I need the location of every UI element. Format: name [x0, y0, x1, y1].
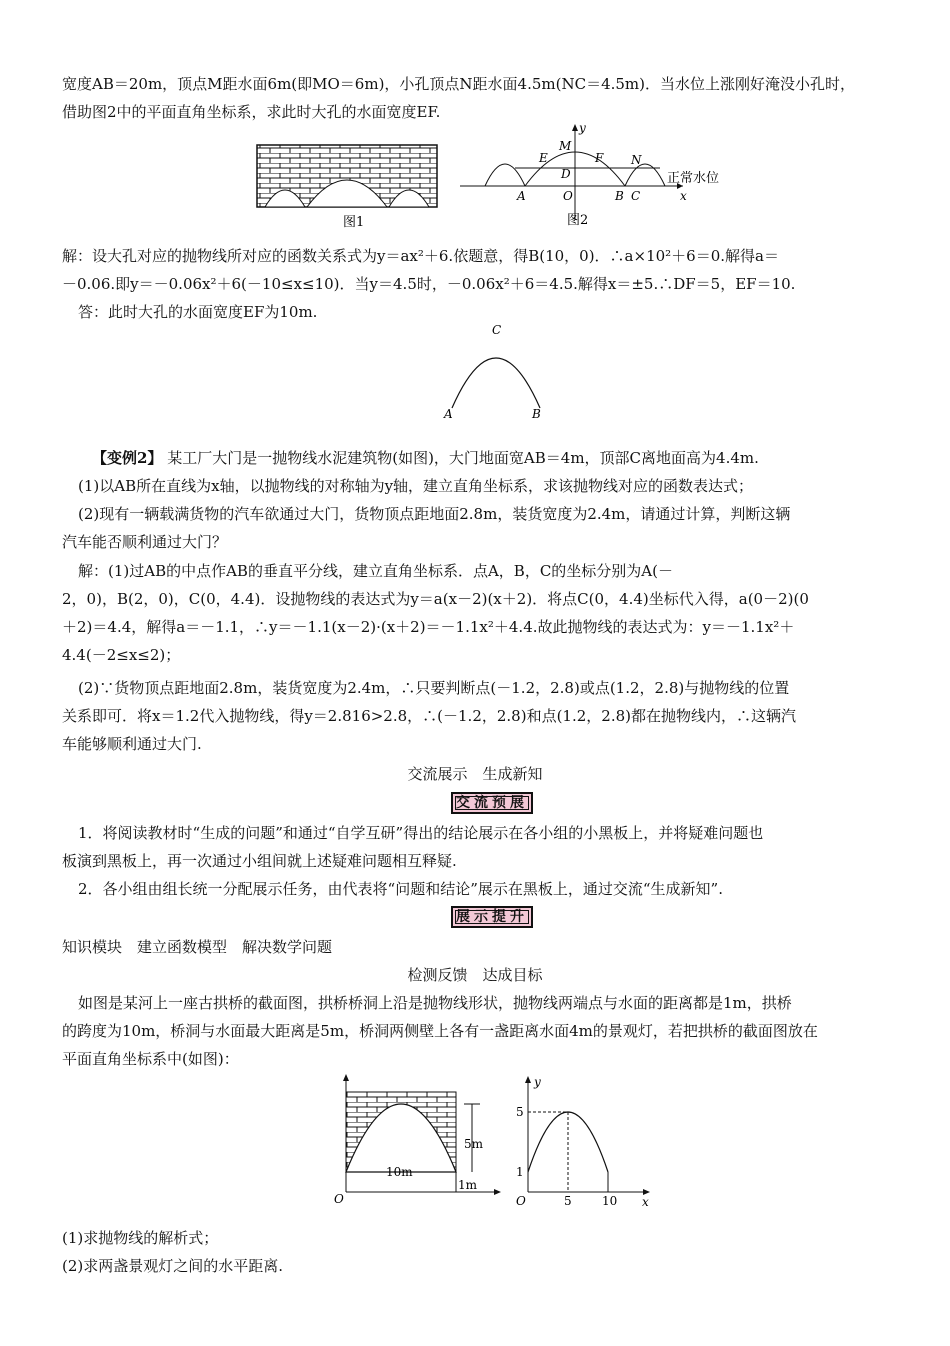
variant2-s1a: 解：(1)过AB的中点作AB的垂直平分线，建立直角坐标系．点A，B，C的坐标分别为A(－: [78, 562, 673, 580]
bridge-label-O: O: [334, 1192, 344, 1204]
problem-intro-line1: 宽度AB＝20m，顶点M距水面6m(即MO＝6m)，小孔顶点N距水面4.5m(NC＝4.5m)．当水位上涨刚好淹没小孔时，: [62, 75, 856, 93]
gate-label-B: B: [532, 407, 541, 421]
final-problem-line3: 平面直角坐标系中(如图)：: [62, 1050, 239, 1068]
figure-2-coordinate-bridge: [455, 120, 755, 232]
exchange-item1b: 板演到黑板上，再一次通过小组间就上述疑难问题相互释疑.: [62, 852, 457, 870]
final-problem-line2: 的跨度为10m，桥洞与水面最大距离是5m，桥洞两侧壁上各有一盏距离水面4m的景观灯，若把拱桥的截面图放在: [62, 1022, 818, 1040]
gate-figure: [436, 322, 556, 422]
fig1-caption: 图1: [343, 215, 365, 230]
fig2-label-water: 正常水位: [667, 171, 720, 186]
solution1-answer: 答：此时大孔的水面宽度EF为10m.: [78, 303, 318, 321]
variant2-s2c: 车能够顺利通过大门.: [62, 735, 202, 753]
coord-tick-y5: 5: [516, 1105, 524, 1119]
coord-tick-y1: 1: [516, 1165, 524, 1179]
variant2-q1: (1)以AB所在直线为x轴，以抛物线的对称轴为y轴，建立直角坐标系，求该抛物线对应的函数表达式；: [78, 477, 754, 495]
bridge-label-span: 10m: [386, 1165, 413, 1179]
banner-exchange-preview: [451, 792, 533, 814]
fig2-label-F: F: [595, 151, 604, 165]
problem-intro-line2: 借助图2中的平面直角坐标系，求此时大孔的水面宽度EF.: [62, 103, 441, 121]
banner-display-improve-label: 展示提升: [456, 909, 528, 925]
bridge-label-height: 5m: [464, 1137, 484, 1151]
exchange-item2: 2．各小组由组长统一分配展示任务，由代表将“问题和结论”展示在黑板上，通过交流“生成新知”.: [78, 880, 723, 898]
exchange-check: 检测反馈 达成目标: [407, 966, 543, 984]
exchange-item1a: 1．将阅读教材时“生成的问题”和通过“自学互研”得出的结论展示在各小组的小黑板上，并将疑难问题也: [78, 824, 764, 842]
banner-display-improve: [451, 906, 533, 928]
gate-label-C: C: [492, 323, 502, 337]
final-problem-q1: (1)求抛物线的解析式；: [62, 1229, 219, 1247]
fig2-label-y: y: [579, 121, 586, 135]
figure-1-bridge: [255, 143, 445, 233]
final-problem-line1: 如图是某河上一座古拱桥的截面图，拱桥桥洞上沿是抛物线形状，抛物线两端点与水面的距离都是1m，拱桥: [78, 994, 792, 1012]
coord-label-O: O: [516, 1194, 526, 1206]
coord-label-y: y: [534, 1075, 541, 1089]
gate-label-A: A: [444, 407, 453, 421]
fig2-label-x: x: [680, 189, 687, 203]
fig2-caption: 图2: [567, 213, 589, 228]
variant2-line1: 某工厂大门是一抛物线水泥建筑物(如图)，大门地面宽AB＝4m，顶部C离地面高为4.4m.: [167, 449, 759, 467]
variant2-s2a: (2)∵货物顶点距地面2.8m，装货宽度为2.4m，∴只要判断点(－1.2，2.8)或点(1.2，2.8)与抛物线的位置: [78, 679, 790, 697]
exchange-heading: 交流展示 生成新知: [407, 765, 543, 783]
final-problem-q2: (2)求两盏景观灯之间的水平距离.: [62, 1257, 284, 1275]
fig2-label-N: N: [631, 153, 642, 167]
coord-label-x: x: [642, 1195, 649, 1206]
solution1-line2: －0.06.即y＝－0.06x²＋6(－10≤x≤10)．当y＝4.5时，－0.06x²＋6＝4.5.解得x＝±5.∴DF＝5，EF＝10.: [62, 275, 796, 293]
variant2-q2a: (2)现有一辆载满货物的汽车欲通过大门，货物顶点距地面2.8m，装货宽度为2.4m，请通过计算，判断这辆: [78, 505, 791, 523]
fig2-label-O: O: [563, 189, 573, 203]
variant2-title-line: [92, 448, 920, 468]
fig2-label-A: A: [517, 189, 526, 203]
variant2-s1d: 4.4(－2≤x≤2)；: [62, 646, 181, 664]
fig2-label-B: B: [615, 189, 624, 203]
banner-exchange-preview-label: 交流预展: [456, 795, 528, 811]
fig2-label-C: C: [631, 189, 641, 203]
fig2-label-D: D: [561, 167, 571, 181]
figure-arch-bridge-dimensions: [322, 1072, 502, 1204]
solution1-line1: 解：设大孔对应的抛物线所对应的函数关系式为y＝ax²＋6.依题意，得B(10，0)．∴a×10²＋6＝0.解得a＝: [62, 247, 779, 265]
coord-tick-x5: 5: [564, 1194, 572, 1206]
variant2-title: 【变例2】: [92, 449, 163, 467]
figure-coordinate-parabola: [508, 1074, 658, 1206]
bridge-label-base: 1m: [458, 1178, 478, 1192]
variant2-s1b: 2，0)，B(2，0)，C(0，4.4)．设抛物线的表达式为y＝a(x－2)(x＋2)．将点C(0，4.4)坐标代入得，a(0－2)(0: [62, 590, 809, 608]
coord-tick-x10: 10: [602, 1194, 618, 1206]
exchange-module: 知识模块 建立函数模型 解决数学问题: [62, 938, 333, 956]
fig2-label-M: M: [559, 139, 572, 153]
fig2-label-E: E: [539, 151, 548, 165]
variant2-q2b: 汽车能否顺利通过大门？: [62, 533, 228, 551]
variant2-s2b: 关系即可．将x＝1.2代入抛物线，得y＝2.816>2.8，∴(－1.2，2.8)和点(1.2，2.8)都在抛物线内，∴这辆汽: [62, 707, 796, 725]
variant2-s1c: ＋2)＝4.4，解得a＝－1.1，∴y＝－1.1(x－2)·(x＋2)＝－1.1x²＋4.4.故此抛物线的表达式为：y＝－1.1x²＋: [62, 618, 795, 636]
